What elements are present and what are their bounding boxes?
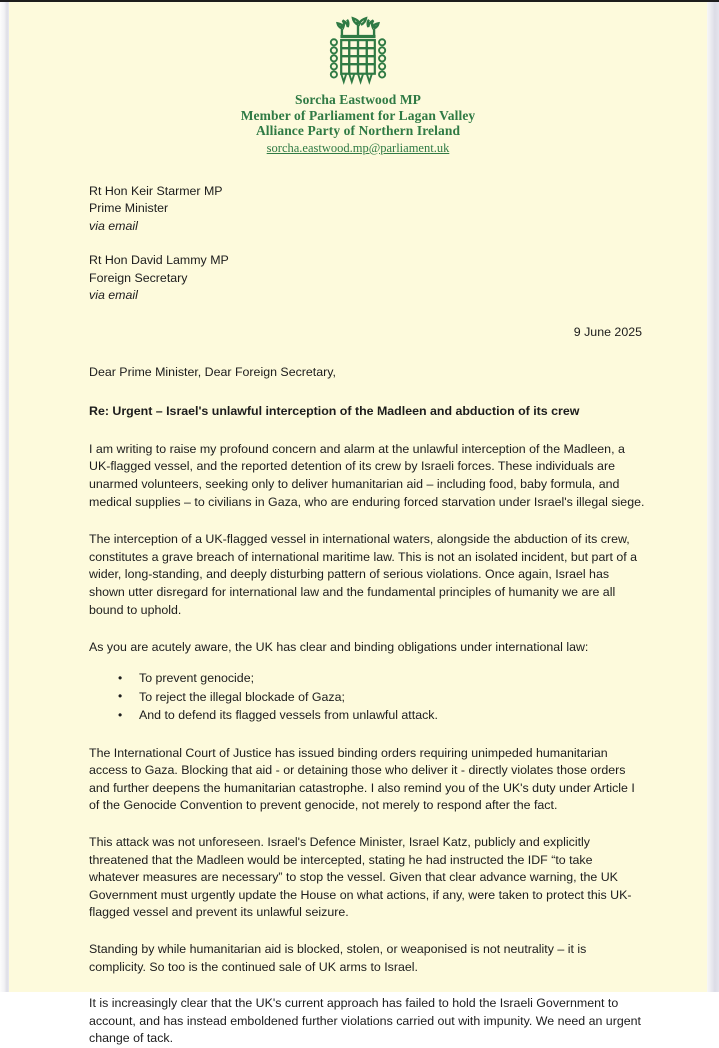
paragraph-1: I am writing to raise my profound concern and alarm at the unlawful interception of the Madleen, a UK-flagged vessel, and the reported detention of its crew by Israeli forces. These individuals are unarmed volunteers, seeking only to deliver humanitarian aid – including food, baby formula, and medical supplies – to civilians in Gaza, who are enduring forced starvation under Israel's illegal siege. xyxy=(89,441,645,509)
top-border-rule xyxy=(0,0,719,2)
list-item: • And to defend its flagged vessels from unlawful attack. xyxy=(118,706,645,725)
letterhead-email-link[interactable]: sorcha.eastwood.mp@parliament.uk xyxy=(266,140,450,155)
letterhead-party: Alliance Party of Northern Ireland xyxy=(255,123,461,138)
list-item: • To reject the illegal blockade of Gaza; xyxy=(118,688,645,707)
recipient-block-1 xyxy=(89,183,645,236)
recipient-title: Prime Minister xyxy=(89,201,169,216)
paragraph-3-lead-in: As you are acutely aware, the UK has clear and binding obligations under international law: xyxy=(89,640,589,655)
letter-page xyxy=(9,2,707,1046)
paragraph-2: The interception of a UK-flagged vessel in international waters, alongside the abduction of its crew, constitutes a grave breach of international maritime law. This is not an isolated incident, but part of a wider, long-standing, and deeply disturbing pattern of serious violations. Once again, Israel has shown utter disregard for international law and the fundamental principles of humanity we are all bound to uphold. xyxy=(89,532,638,617)
recipient-title: Foreign Secretary xyxy=(89,270,188,285)
recipient-name: Rt Hon Keir Starmer MP xyxy=(89,183,223,198)
letter-salutation: Dear Prime Minister, Dear Foreign Secretary, xyxy=(89,364,336,379)
recipient-block-2 xyxy=(89,252,645,305)
letter-subject-line: Re: Urgent – Israel's unlawful interception of the Madleen and abduction of its crew xyxy=(89,404,580,419)
page-left-margin-strip xyxy=(0,2,9,992)
list-item: • To prevent genocide; xyxy=(118,669,645,688)
recipient-delivery: via email xyxy=(89,288,138,303)
letter-date: 9 June 2025 xyxy=(573,325,642,340)
portcullis-crest-icon xyxy=(321,16,395,92)
letter-body xyxy=(9,183,707,1048)
recipient-delivery: via email xyxy=(89,218,138,233)
page-right-margin-strip xyxy=(707,2,719,992)
paragraph-5: This attack was not unforeseen. Israel's Defence Minister, Israel Katz, publicly and explicitly threatened that the Madleen would be intercepted, stating he had instructed the IDF “to take whatever measures are necessary” to stop the vessel. Given that clear advance warning, the UK Government must urgently update the House on what actions, if any, were taken to protect this UK-flagged vessel and prevent its unlawful seizure. xyxy=(89,835,632,920)
paragraph-4: The International Court of Justice has issued binding orders requiring unimpeded humanitarian access to Gaza. Blocking that aid - or detaining those who deliver it - directly violates those orders and further deepens the humanitarian catastrophe. I also remind you of the UK's duty under Article I of the Genocide Convention to prevent genocide, not merely to respond after the fact. xyxy=(89,745,635,813)
obligations-list xyxy=(89,669,645,725)
paragraph-6: Standing by while humanitarian aid is blocked, stolen, or weaponised is not neutrality – it is complicity. So too is the continued sale of UK arms to Israel. xyxy=(89,942,587,974)
letterhead-name: Sorcha Eastwood MP xyxy=(294,92,422,107)
paragraph-7: It is increasingly clear that the UK's current approach has failed to hold the Israeli Government to account, and has instead emboldened further violations carried out with impunity. We need an urgent change of tack. xyxy=(89,996,641,1046)
letterhead-role: Member of Parliament for Lagan Valley xyxy=(240,107,476,123)
recipient-name: Rt Hon David Lammy MP xyxy=(89,253,229,268)
letterhead xyxy=(9,2,707,157)
